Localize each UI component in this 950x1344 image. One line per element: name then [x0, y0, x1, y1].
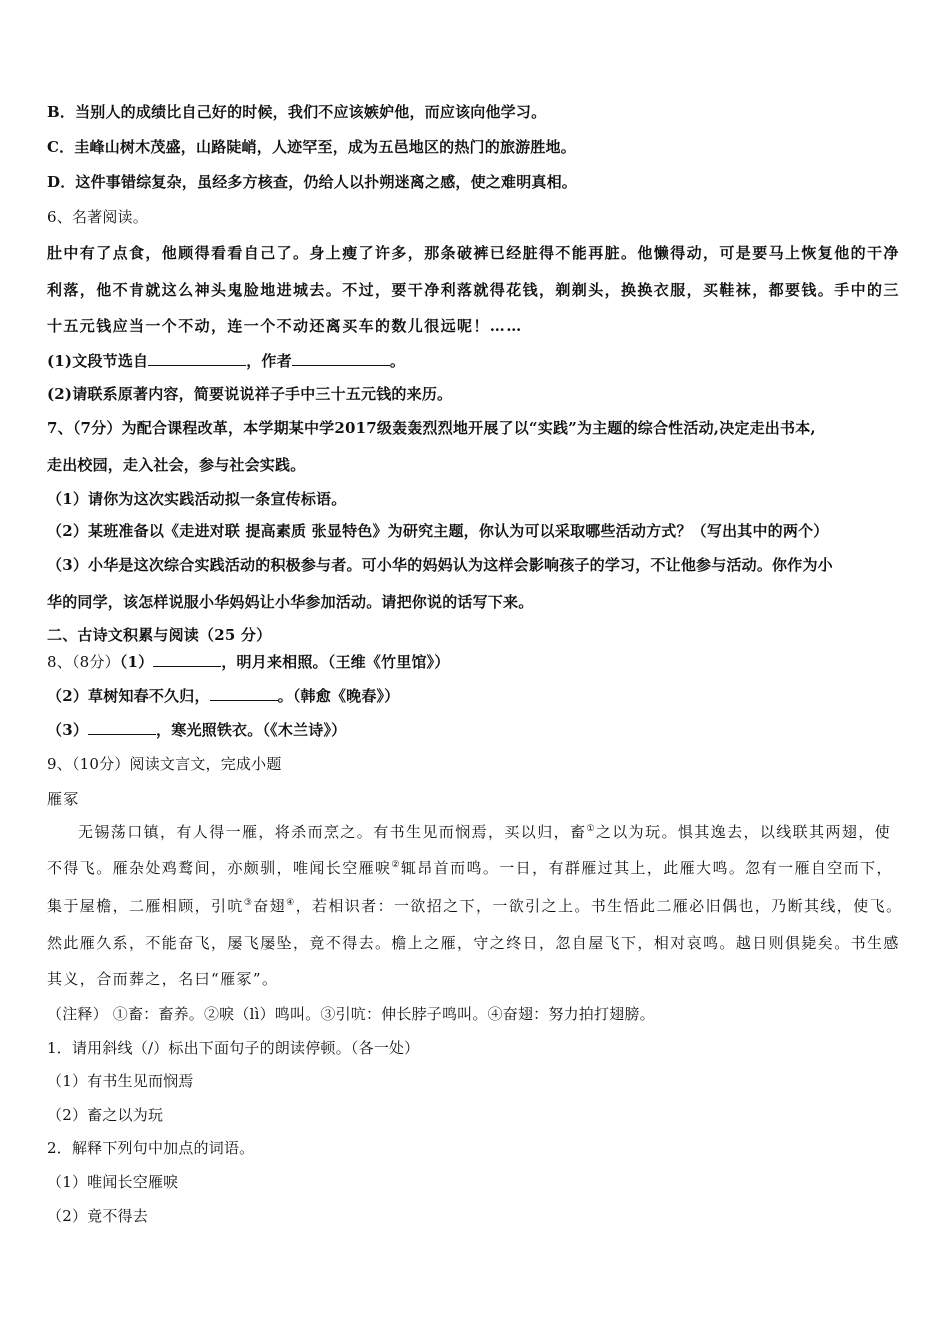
q6-sub1-author-label: ，作者: [246, 352, 292, 370]
q6-passage-line: 利落，他不肯就这么神头鬼脸地进城去。不过，要干净利落就得花钱，剃剃头，换换衣服，买鞋袜，都要钱。手中的三: [47, 281, 900, 299]
q8-num: （3）: [47, 721, 89, 739]
q6-sub1-label: (1)文段节选自: [47, 352, 149, 370]
passage-text: 辄昂首而鸣。一日，有群雁过其上，此雁大鸣。忽有一雁自空而下，: [400, 859, 893, 877]
option-c: C．圭峰山树木茂盛，山路陡峭，人迹罕至，成为五邑地区的热门的旅游胜地。: [47, 138, 576, 156]
passage-text: 奋翅: [253, 897, 287, 915]
q8-line-1: [47, 651, 909, 672]
passage-text: 之以为玩。惧其逸去，以线联其两翅，使: [595, 823, 892, 841]
footnote-marker: ①: [586, 824, 596, 834]
q9-sub2-item: （2）竟不得去: [47, 1207, 148, 1225]
answer-blank[interactable]: [148, 350, 246, 366]
q7-sub3-line: （3）小华是这次综合实践活动的积极参与者。可小华的妈妈认为这样会影响孩子的学习，不让他参与活动。你作为小: [47, 556, 833, 574]
option-b: B．当别人的成绩比自己好的时候，我们不应该嫉妒他，而应该向他学习。: [47, 103, 547, 121]
q6-passage-line: 肚中有了点食，他顾得看看自己了。身上瘦了许多，那条破裤已经脏得不能再脏。他懒得动，可是要马上恢复他的干净: [47, 244, 900, 262]
passage-text: 集于屋檐，二雁相顾，引吭: [47, 897, 244, 915]
q6-sub1-end: 。: [389, 352, 406, 370]
option-d: D．这件事错综复杂，虽经多方核查，仍给人以扑朔迷离之感，使之难明真相。: [47, 173, 578, 191]
q9-sub2-item: （1）唯闻长空雁唳: [47, 1173, 179, 1191]
q8-num: （1）: [119, 653, 154, 671]
footnote-marker: ③: [243, 898, 254, 908]
q8-text: 。（韩愈《晚春》）: [277, 687, 400, 705]
answer-blank[interactable]: [88, 719, 156, 735]
section-heading: 二、古诗文积累与阅读（25 分）: [47, 626, 272, 644]
q8-line-2: [47, 685, 909, 706]
q9-sub2: 2．解释下列句中加点的词语。: [47, 1139, 255, 1157]
q6-title: 6、名著阅读。: [47, 208, 148, 226]
q9-passage-line: [47, 896, 909, 916]
answer-blank[interactable]: [292, 350, 390, 366]
passage-text: 不得飞。雁杂处鸡鹜间，亦颇驯，唯闻长空雁唳: [47, 859, 392, 877]
q9-notes: （注释） ①畜：畜养。②唳（lì）鸣叫。③引吭：伸长脖子鸣叫。④奋翅：努力拍打翅膀。: [47, 1005, 655, 1023]
q8-text: ，明月来相照。（王维《竹里馆》）: [221, 653, 450, 671]
passage-text: 无锡荡口镇，有人得一雁，将杀而烹之。有书生见而悯焉，买以归，畜: [78, 823, 587, 841]
q7-intro-line: 走出校园，走入社会，参与社会实践。: [47, 456, 306, 474]
q9-sub1: 1．请用斜线（/）标出下面句子的朗读停顿。（各一处）: [47, 1039, 420, 1057]
q9-passage-heading: 雁冢: [47, 790, 80, 808]
q8-line-3: [47, 719, 909, 740]
q8-text: 草树知春不久归，: [88, 687, 210, 705]
q9-sub1-item: （2）畜之以为玩: [47, 1106, 164, 1124]
q9-passage-line: [47, 858, 909, 878]
q7-sub3-line: 华的同学，该怎样说服小华妈妈让小华参加活动。请把你说的话写下来。: [47, 593, 534, 611]
q9-passage-line: 其义，合而葬之，名曰“雁冢”。: [47, 970, 279, 988]
q7-sub1: （1）请你为这次实践活动拟一条宣传标语。: [47, 490, 347, 508]
q8-prefix: 8、（8分）: [47, 653, 120, 671]
q6-sub2: (2)请联系原著内容，简要说说祥子手中三十五元钱的来历。: [47, 385, 453, 403]
q6-passage-line: 十五元钱应当一个不动，连一个不动还离买车的数儿很远呢！……: [47, 317, 523, 335]
footnote-marker: ②: [391, 860, 401, 870]
passage-text: ，若相识者：一欲招之下，一欲引之上。书生悟此二雁必旧偶也，乃断其线，使飞。: [295, 897, 903, 915]
answer-blank[interactable]: [210, 685, 278, 701]
q7-intro-line: 7、（7分）为配合课程改革，本学期某中学2017级轰轰烈烈地开展了以“实践”为主题的综合性活动,决定走出书本,: [47, 419, 816, 437]
q7-sub2: （2）某班准备以《走进对联 提高素质 张显特色》为研究主题，你认为可以采取哪些活动方式？（写出其中的两个）: [47, 522, 829, 540]
q9-sub1-item: （1）有书生见而悯焉: [47, 1072, 194, 1090]
q8-text: ，寒光照铁衣。（《木兰诗》）: [156, 721, 347, 739]
q9-passage-line: [78, 822, 940, 842]
q9-title: 9、（10分）阅读文言文，完成小题: [47, 755, 282, 773]
q8-num: （2）: [47, 687, 89, 705]
footnote-marker: ④: [286, 898, 296, 908]
q6-sub1: [47, 350, 909, 371]
answer-blank[interactable]: [153, 651, 221, 667]
q9-passage-line: 然此雁久系，不能奋飞，屡飞屡坠，竟不得去。檐上之雁，守之终日，忽自屋飞下，相对哀鸣。越日则俱毙矣。书生感: [47, 934, 900, 952]
